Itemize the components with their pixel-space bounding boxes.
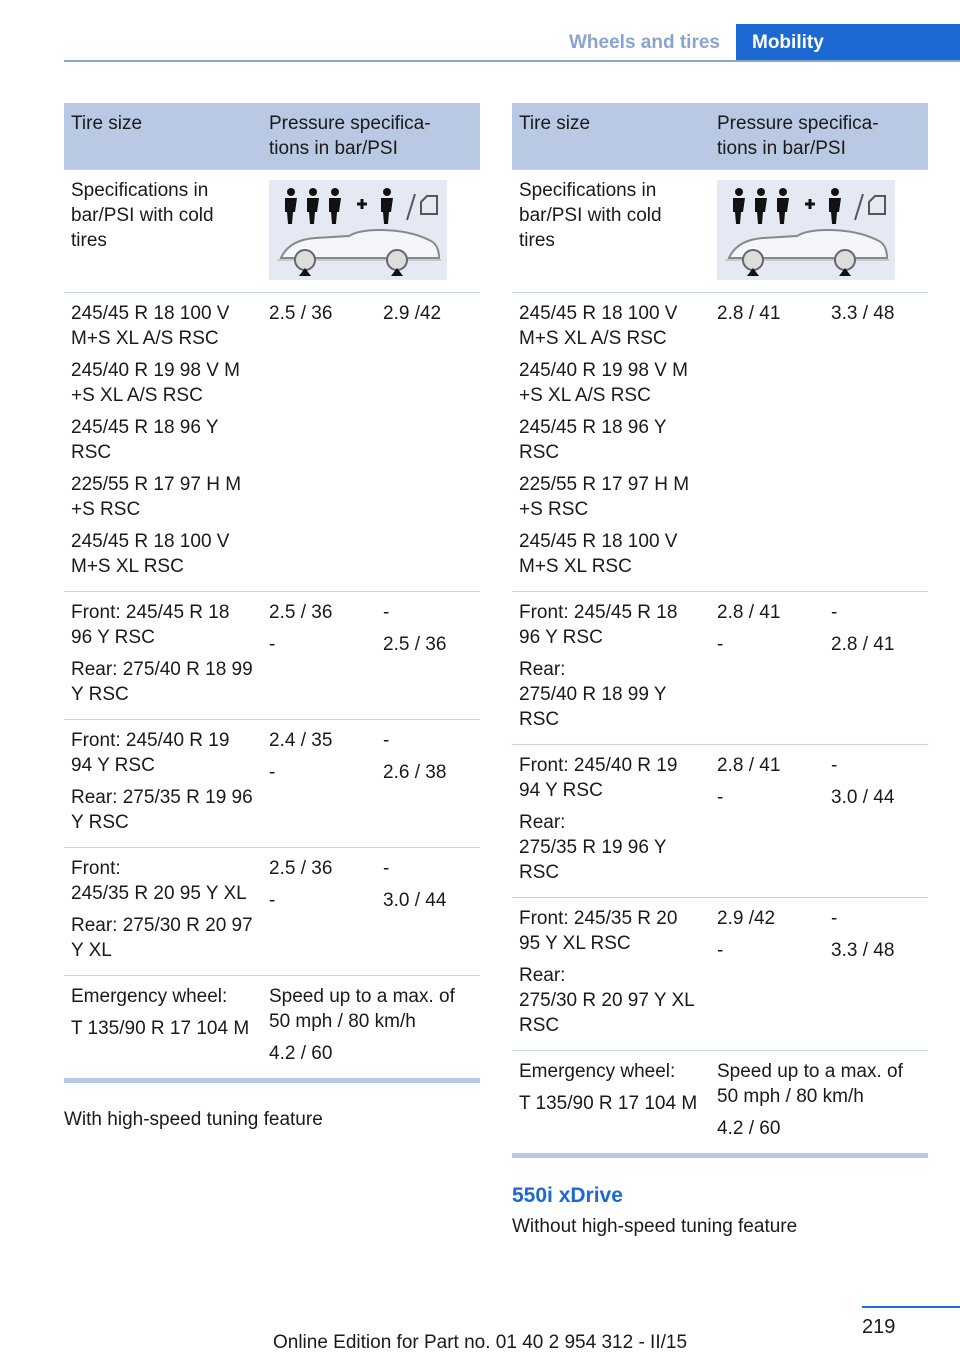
- tire-size-cell: [512, 745, 710, 898]
- tire-size: 245/45 R 18 100 V M+S XL RSC: [71, 531, 230, 577]
- tire-size: 245/45 R 18 96 Y RSC: [519, 417, 667, 463]
- model-heading: 550i xDrive: [512, 1184, 623, 1207]
- page-number-rule: [862, 1306, 960, 1308]
- header-tire-size: Tire size: [512, 103, 710, 170]
- footer-edition: Online Edition for Part no. 01 40 2 954 312 - II/15: [272, 1332, 688, 1353]
- tire-size-cell: [64, 293, 262, 592]
- tire-size-cell: [512, 898, 710, 1051]
- front-pressure-cell: [710, 898, 824, 1051]
- emergency-value: 4.2 / 60: [717, 1118, 781, 1139]
- pressure-value: -: [717, 634, 724, 655]
- tire-size: Front: 245/40 R 19 94 Y RSC: [71, 730, 230, 776]
- emergency-pressure-cell: [262, 976, 480, 1081]
- front-pressure-cell: [262, 592, 376, 720]
- pressure-value: 2.4 / 35: [269, 730, 333, 751]
- pressure-value: 2.9 /42: [383, 303, 442, 324]
- tire-size: 245/45 R 18 100 V M+S XL A/S RSC: [519, 303, 678, 349]
- pressure-value: -: [269, 762, 276, 783]
- load-pictogram-icon: [269, 180, 447, 280]
- table-spec-row: [512, 170, 928, 293]
- pressure-value: -: [269, 634, 276, 655]
- tire-size-cell: [64, 592, 262, 720]
- pressure-value: 2.8 / 41: [717, 303, 781, 324]
- left-after-text: With high-speed tuning feature: [64, 1109, 323, 1130]
- pressure-value: 2.5 / 36: [269, 303, 333, 324]
- rear-pressure-cell: [376, 293, 480, 592]
- header-pressure: Pressure specifica- tions in bar/PSI: [710, 103, 928, 170]
- emergency-wheel-cell: [512, 1051, 710, 1156]
- pressure-value: -: [269, 890, 276, 911]
- table-row: [64, 720, 480, 848]
- table-row: [512, 745, 928, 898]
- pressure-value: -: [717, 787, 724, 808]
- table-row: [64, 293, 480, 592]
- front-pressure-cell: [262, 848, 376, 976]
- page-number: 219: [862, 1316, 896, 1338]
- front-pressure-cell: [262, 720, 376, 848]
- emergency-note: Speed up to a max. of 50 mph / 80 km/h: [717, 1061, 903, 1107]
- pressure-value: 2.6 / 38: [383, 762, 447, 783]
- tire-size: 245/40 R 19 98 V M +S XL A/S RSC: [519, 360, 688, 406]
- tire-size: Rear: 275/40 R 18 99 Y RSC: [519, 659, 667, 730]
- rear-pressure-cell: [376, 848, 480, 976]
- tire-pressure-table-left: [64, 103, 480, 1083]
- tire-size: 245/45 R 18 96 Y RSC: [71, 417, 219, 463]
- load-pictogram-cell: [710, 170, 928, 293]
- tire-size: Front: 245/35 R 20 95 Y XL: [71, 858, 247, 904]
- spec-label: Specifications in bar/PSI with cold tires: [64, 170, 262, 293]
- rear-pressure-cell: [824, 592, 928, 745]
- pressure-value: 2.8 / 41: [717, 602, 781, 623]
- emergency-wheel-cell: [64, 976, 262, 1081]
- pressure-value: 2.8 / 41: [717, 755, 781, 776]
- emergency-tire: T 135/90 R 17 104 M: [519, 1093, 698, 1114]
- pressure-value: -: [831, 755, 838, 776]
- section-title: Wheels and tires: [569, 32, 720, 53]
- tire-size: Rear: 275/30 R 20 97 Y XL RSC: [519, 965, 695, 1036]
- tire-size-cell: [512, 592, 710, 745]
- pressure-value: -: [831, 602, 838, 623]
- tire-size: Front: 245/40 R 19 94 Y RSC: [519, 755, 678, 801]
- table-row: [512, 293, 928, 592]
- header-rule: [64, 60, 960, 62]
- table-row: [512, 592, 928, 745]
- pressure-value: 3.3 / 48: [831, 303, 895, 324]
- left-column: [64, 103, 480, 1130]
- tire-size-cell: [64, 848, 262, 976]
- table-row: [64, 848, 480, 976]
- pressure-value: 2.5 / 36: [383, 634, 447, 655]
- emergency-wheel-row: [512, 1051, 928, 1156]
- rear-pressure-cell: [376, 592, 480, 720]
- pressure-value: -: [383, 730, 390, 751]
- emergency-label: Emergency wheel:: [519, 1061, 676, 1082]
- tire-size: Rear: 275/30 R 20 97 Y XL: [71, 915, 253, 961]
- header-tire-size: Tire size: [64, 103, 262, 170]
- tire-size-cell: [512, 293, 710, 592]
- pressure-value: -: [831, 908, 838, 929]
- header-pressure: Pressure specifica- tions in bar/PSI: [262, 103, 480, 170]
- front-pressure-cell: [710, 745, 824, 898]
- pressure-value: 3.0 / 44: [383, 890, 447, 911]
- right-after-text: Without high-speed tuning feature: [512, 1216, 798, 1237]
- pressure-value: -: [383, 858, 390, 879]
- pressure-value: 2.5 / 36: [269, 858, 333, 879]
- emergency-wheel-row: [64, 976, 480, 1081]
- emergency-note: Speed up to a max. of 50 mph / 80 km/h: [269, 986, 455, 1032]
- tire-size: Rear: 275/35 R 19 96 Y RSC: [519, 812, 667, 883]
- front-pressure-cell: [710, 592, 824, 745]
- front-pressure-cell: [710, 293, 824, 592]
- tire-size: Front: 245/45 R 18 96 Y RSC: [519, 602, 678, 648]
- load-pictogram-cell: [262, 170, 480, 293]
- front-pressure-cell: [262, 293, 376, 592]
- page-header: [64, 24, 960, 62]
- tire-size: 245/40 R 19 98 V M +S XL A/S RSC: [71, 360, 240, 406]
- pressure-value: 2.9 /42: [717, 908, 776, 929]
- rear-pressure-cell: [824, 293, 928, 592]
- emergency-label: Emergency wheel:: [71, 986, 228, 1007]
- tire-size: 245/45 R 18 100 V M+S XL A/S RSC: [71, 303, 230, 349]
- tire-size: 225/55 R 17 97 H M +S RSC: [71, 474, 242, 520]
- emergency-value: 4.2 / 60: [269, 1043, 333, 1064]
- tire-size: Front: 245/35 R 20 95 Y XL RSC: [519, 908, 678, 954]
- load-pictogram-icon: [717, 180, 895, 280]
- table-spec-row: [64, 170, 480, 293]
- pressure-value: 3.0 / 44: [831, 787, 895, 808]
- pressure-value: 2.5 / 36: [269, 602, 333, 623]
- tire-size: Rear: 275/40 R 18 99 Y RSC: [71, 659, 253, 705]
- right-column: [512, 103, 928, 1237]
- table-header-row: [64, 103, 480, 170]
- pressure-value: 3.3 / 48: [831, 940, 895, 961]
- tire-size: 245/45 R 18 100 V M+S XL RSC: [519, 531, 678, 577]
- tire-pressure-table-right: [512, 103, 928, 1158]
- rear-pressure-cell: [376, 720, 480, 848]
- pressure-value: -: [717, 940, 724, 961]
- spec-label: Specifications in bar/PSI with cold tires: [512, 170, 710, 293]
- tire-size-cell: [64, 720, 262, 848]
- rear-pressure-cell: [824, 745, 928, 898]
- pressure-value: 2.8 / 41: [831, 634, 895, 655]
- table-row: [512, 898, 928, 1051]
- table-row: [64, 592, 480, 720]
- tire-size: Front: 245/45 R 18 96 Y RSC: [71, 602, 230, 648]
- rear-pressure-cell: [824, 898, 928, 1051]
- chapter-tab[interactable]: Mobility: [736, 24, 960, 62]
- table-header-row: [512, 103, 928, 170]
- pressure-value: -: [383, 602, 390, 623]
- emergency-tire: T 135/90 R 17 104 M: [71, 1018, 250, 1039]
- tire-size: Rear: 275/35 R 19 96 Y RSC: [71, 787, 253, 833]
- emergency-pressure-cell: [710, 1051, 928, 1156]
- tire-size: 225/55 R 17 97 H M +S RSC: [519, 474, 690, 520]
